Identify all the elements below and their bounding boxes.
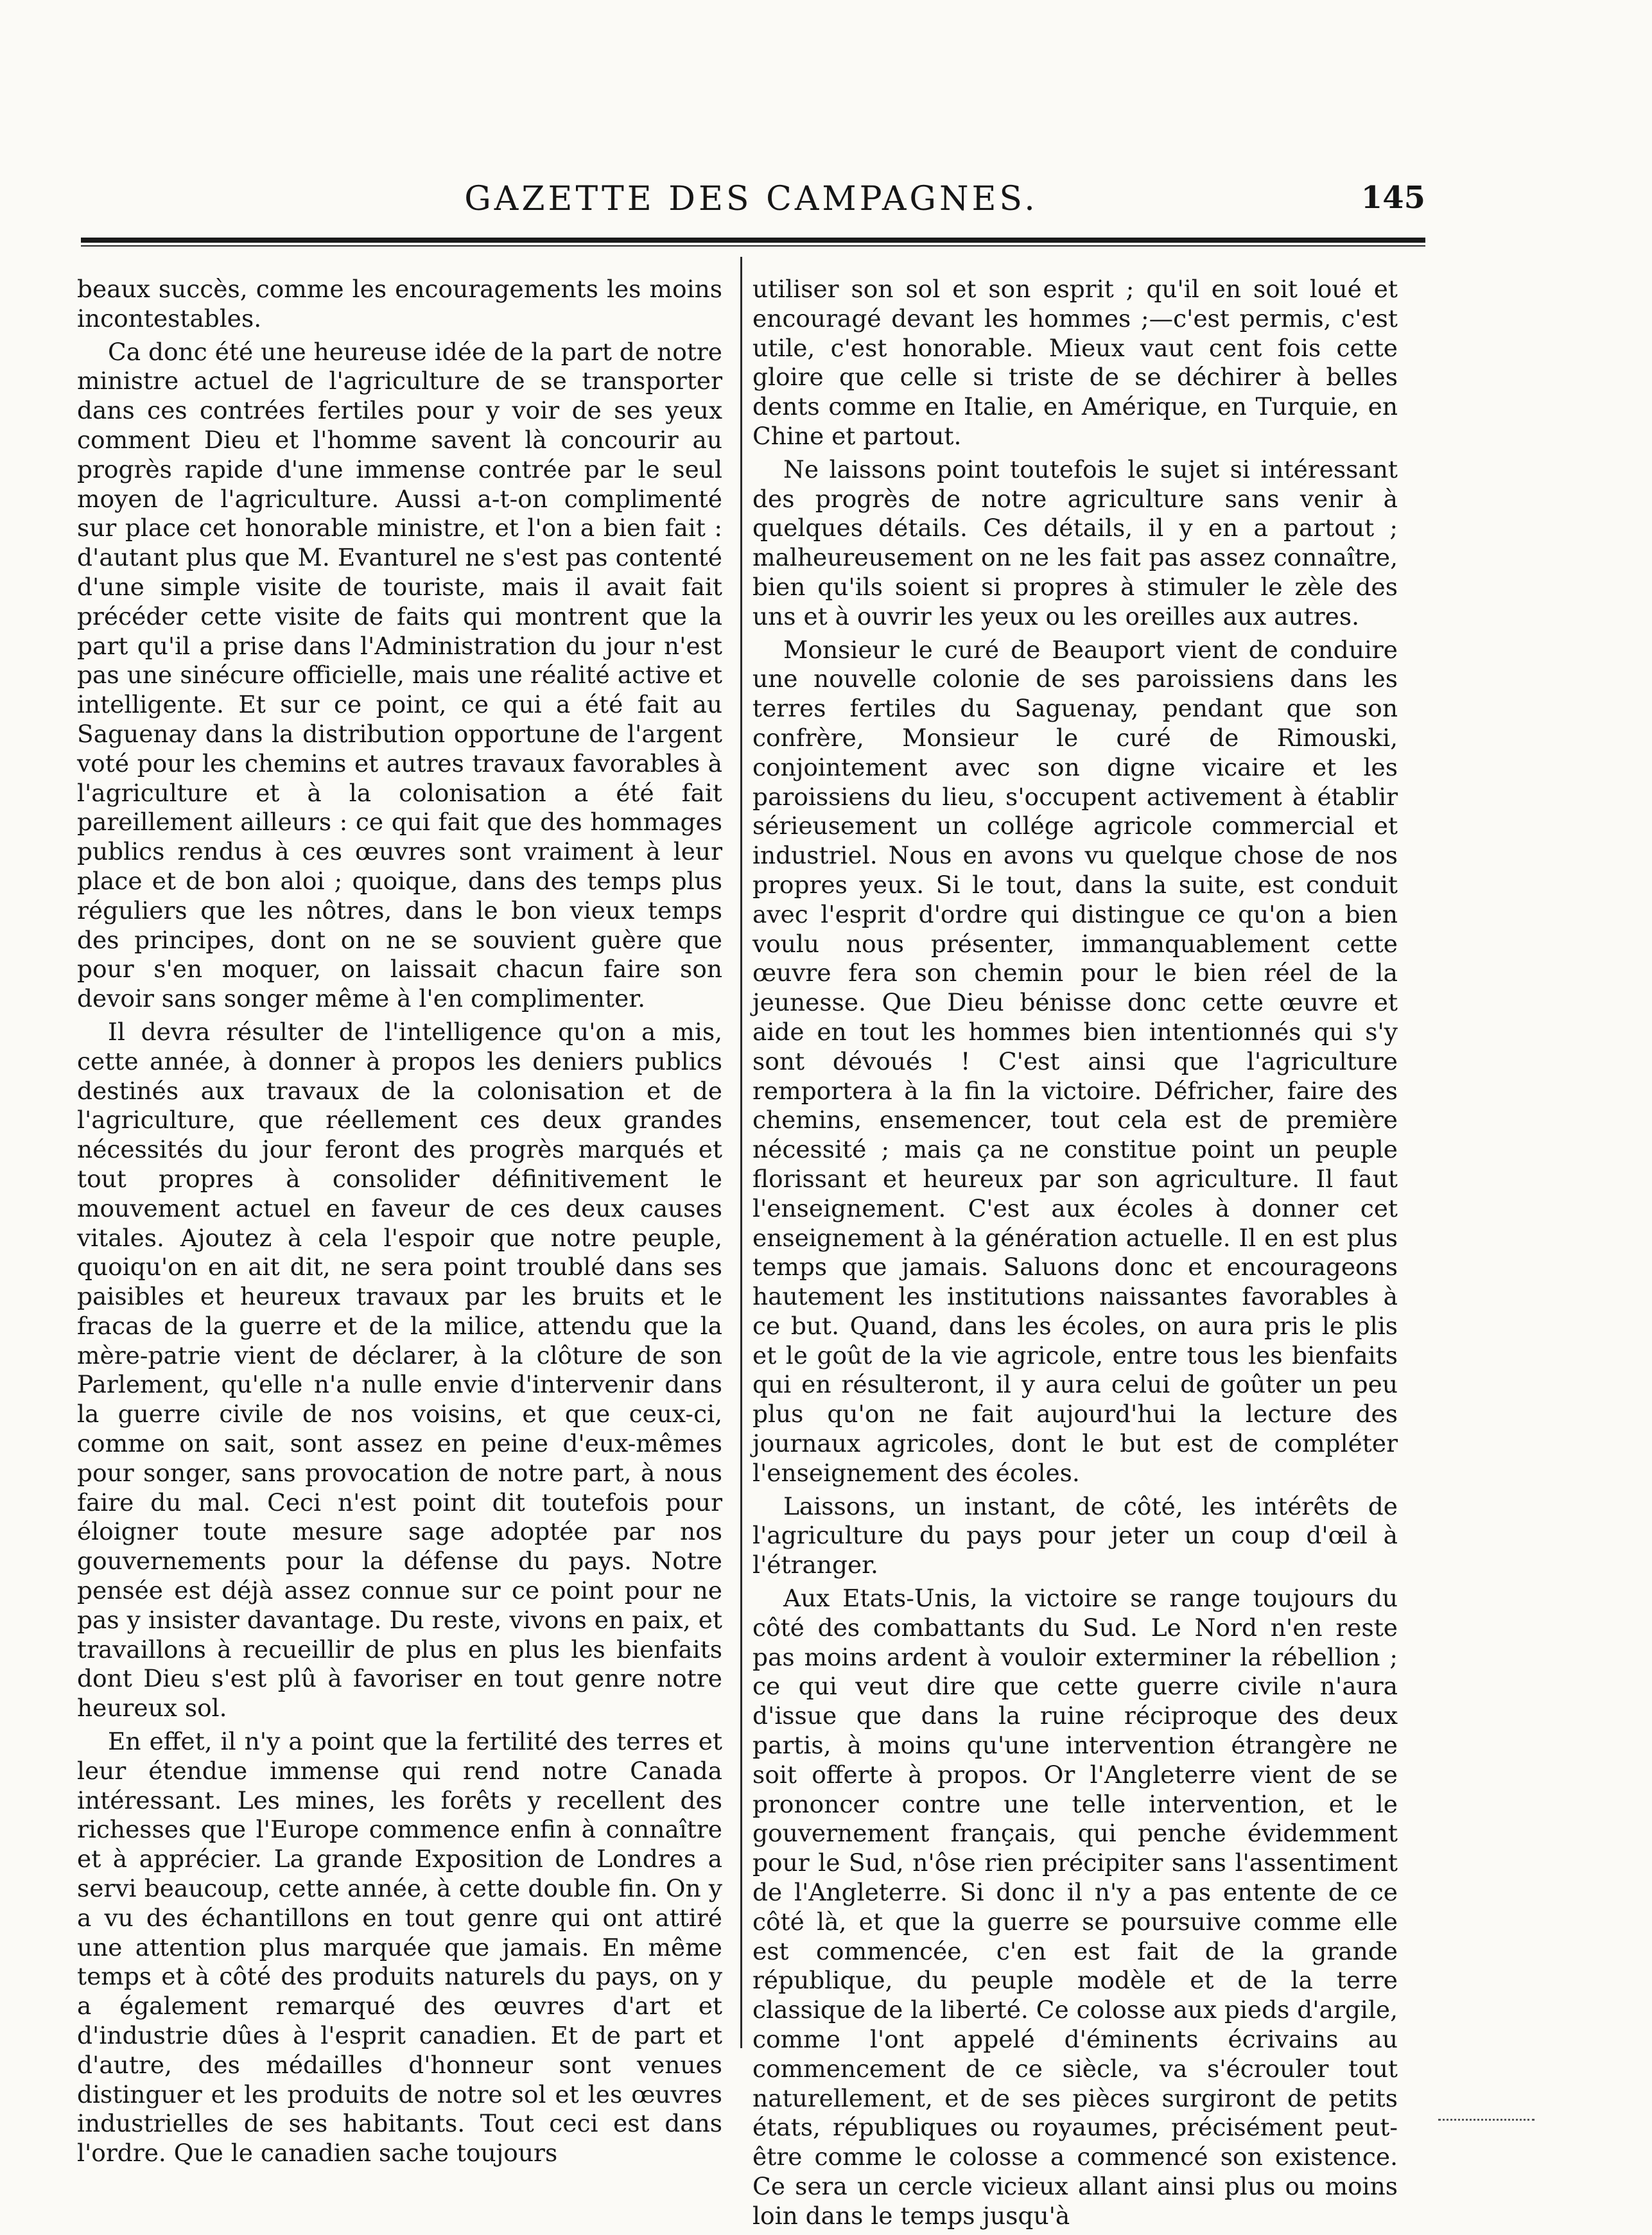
newspaper-title: GAZETTE DES CAMPAGNES. [464,180,1038,218]
paragraph: beaux succès, comme les encouragements les moins incontestables. [77,275,722,333]
paragraph: Ne laissons point toutefois le sujet si intéressant des progrès de notre agriculture sans venir à quelques détails. Ces détails, il y en a partout ; malheureusement on ne les fait pas assez connaître, bien qu'ils soient si propres à stimuler le zèle des uns et à ouvrir les yeux ou les oreilles aux autres. [752,455,1398,630]
paragraph: Monsieur le curé de Beauport vient de conduire une nouvelle colonie de ses paroissiens dans les terres fertiles du Saguenay, pendant que son confrère, Monsieur le curé de Rimouski, conjointement avec son digne vicaire et les paroissiens du lieu, s'occupent activement à établir sérieusement un collége agricole commercial et industriel. Nous en avons vu quelque chose de nos propres yeux. Si le tout, dans la suite, est conduit avec l'esprit d'ordre qui distingue ce qu'on a bien voulu nous présenter, immanquablement cette œuvre fera son chemin pour le bien réel de la jeunesse. Que Dieu bénisse donc cette œuvre et aide en tout les hommes bien intentionnés qui s'y sont dévoués ! C'est ainsi que l'agriculture remportera à la fin la victoire. Défricher, faire des chemins, ensemencer, tout cela est de première nécessité ; mais ça ne constitue point un peuple florissant et heureux par son agriculture. Il faut l'enseignement. C'est aux écoles à donner cet enseignement à la génération actuelle. Il en est plus temps que jamais. Saluons donc et encourageons hautement les institutions naissantes favorables à ce but. Quand, dans les écoles, on aura pris le plis et le goût de la vie agricole, entre tous les bienfaits qui en résulteront, il y aura celui de goûter un peu plus qu'on ne fait aujourd'hui la lecture des journaux agricoles, dont le but est de compléter l'enseignement des écoles. [752,635,1398,1487]
paragraph: Il devra résulter de l'intelligence qu'on a mis, cette année, à donner à propos les deniers publics destinés aux travaux de la colonisation et de l'agriculture, que réellement ces deux grandes nécessités du jour feront des progrès marqués et tout propres à consolider définitivement le mouvement actuel en faveur de ces deux causes vitales. Ajoutez à cela l'espoir que notre peuple, quoiqu'on en ait dit, ne sera point troublé dans ses paisibles et heureux travaux par les bruits et le fracas de la guerre et de la milice, attendu que la mère-patrie vient de déclarer, à la clôture de son Parlement, qu'elle n'a nulle envie d'intervenir dans la guerre civile de nos voisins, et que ceux-ci, comme on sait, sont assez en peine d'eux-mêmes pour songer, sans provocation de notre part, à nous faire du mal. Ceci n'est point dit toutefois pour éloigner toute mesure sage adoptée par nos gouvernements pour la défense du pays. Notre pensée est déjà assez connue sur ce point pour ne pas y insister davantage. Du reste, vivons en paix, et travaillons à recueillir de plus en plus les bienfaits dont Dieu s'est plû à favoriser en tout genre notre heureux sol. [77,1017,722,1723]
paragraph: Ca donc été une heureuse idée de la part de notre ministre actuel de l'agriculture de se transporter dans ces contrées fertiles pour y voir de ses yeux comment Dieu et l'homme savent là concourir au progrès rapide d'une immense contrée par le seul moyen de l'agriculture. Aussi a-t-on complimenté sur place cet honorable ministre, et l'on a bien fait : d'autant plus que M. Evanturel ne s'est pas contenté d'une simple visite de touriste, mais il avait fait précéder cette visite de faits qui montrent que la part qu'il a prise dans l'Administration du jour n'est pas une sinécure officielle, mais une réalité active et intelligente. Et sur ce point, ce qui a été fait au Saguenay dans la distribution opportune de l'argent voté pour les chemins et autres travaux favorables à l'agriculture et à la colonisation a été fait pareillement ailleurs : ce qui fait que des hommages publics rendus à ces œuvres sont vraiment à leur place et de bon aloi ; quoique, dans des temps plus réguliers que les nôtres, dans le bon vieux temps des principes, dont on ne se souvient guère que pour s'en moquer, on laissait chacun faire son devoir sans songer même à l'en complimenter. [77,337,722,1013]
footer-dots [1438,2119,1535,2123]
column-divider [740,257,742,2048]
paragraph: Aux Etats-Unis, la victoire se range toujours du côté des combattants du Sud. Le Nord n'en reste pas moins ardent à vouloir exterminer la rébellion ; ce qui veut dire que cette guerre civile n'aura d'issue que dans la ruine réciproque des deux partis, à moins qu'une intervention étrangère ne soit offerte à propos. Or l'Angleterre vient de se prononcer contre une telle intervention, et le gouvernement français, qui penche évidemment pour le Sud, n'ôse rien précipiter sans l'assentiment de l'Angleterre. Si donc il n'y a pas entente de ce côté là, et que la guerre se poursuive comme elle est commencée, c'en est fait de la grande république, du peuple modèle et de la terre classique de la liberté. Ce colosse aux pieds d'argile, comme l'ont appelé d'éminents écrivains au commencement de ce siècle, va s'écrouler tout naturellement, et de ses pièces surgiront de petits états, républiques ou royaumes, précisément peut-être comme le colosse a commencé son existence. Ce sera un cercle vicieux allant ainsi plus ou moins loin dans le temps jusqu'à [752,1584,1398,2230]
paragraph: utiliser son sol et son esprit ; qu'il en soit loué et encouragé devant les hommes ;—c'est permis, c'est utile, c'est honorable. Mieux vaut cent fois cette gloire que celle si triste de se déchirer à belles dents comme en Italie, en Amérique, en Turquie, en Chine et partout. [752,275,1398,450]
paragraph: En effet, il n'y a point que la fertilité des terres et leur étendue immense qui rend notre Canada intéressant. Les mines, les forêts y recellent des richesses que l'Europe commence enfin à connaître et à apprécier. La grande Exposition de Londres a servi beaucoup, cette année, à cette double fin. On y a vu des échantillons en tout genre qui ont attiré une attention plus marquée que jamais. En même temps et à côté des produits naturels du pays, on y a également remarqué des œuvres d'art et d'industrie dûes à l'esprit canadien. Et de part et d'autre, des médailles d'honneur sont venues distinguer et les produits de notre sol et les œuvres industrielles de ses habitants. Tout ceci est dans l'ordre. Que le canadien sache toujours [77,1727,722,2168]
header-rule [81,238,1425,243]
right-column [752,275,1398,2235]
page-number: 145 [1361,180,1425,216]
header-rule-thin [81,245,1425,247]
left-column [77,275,722,2172]
paragraph: Laissons, un instant, de côté, les intérêts de l'agriculture du pays pour jeter un coup d'œil à l'étranger. [752,1491,1398,1579]
page-header [77,168,1425,239]
